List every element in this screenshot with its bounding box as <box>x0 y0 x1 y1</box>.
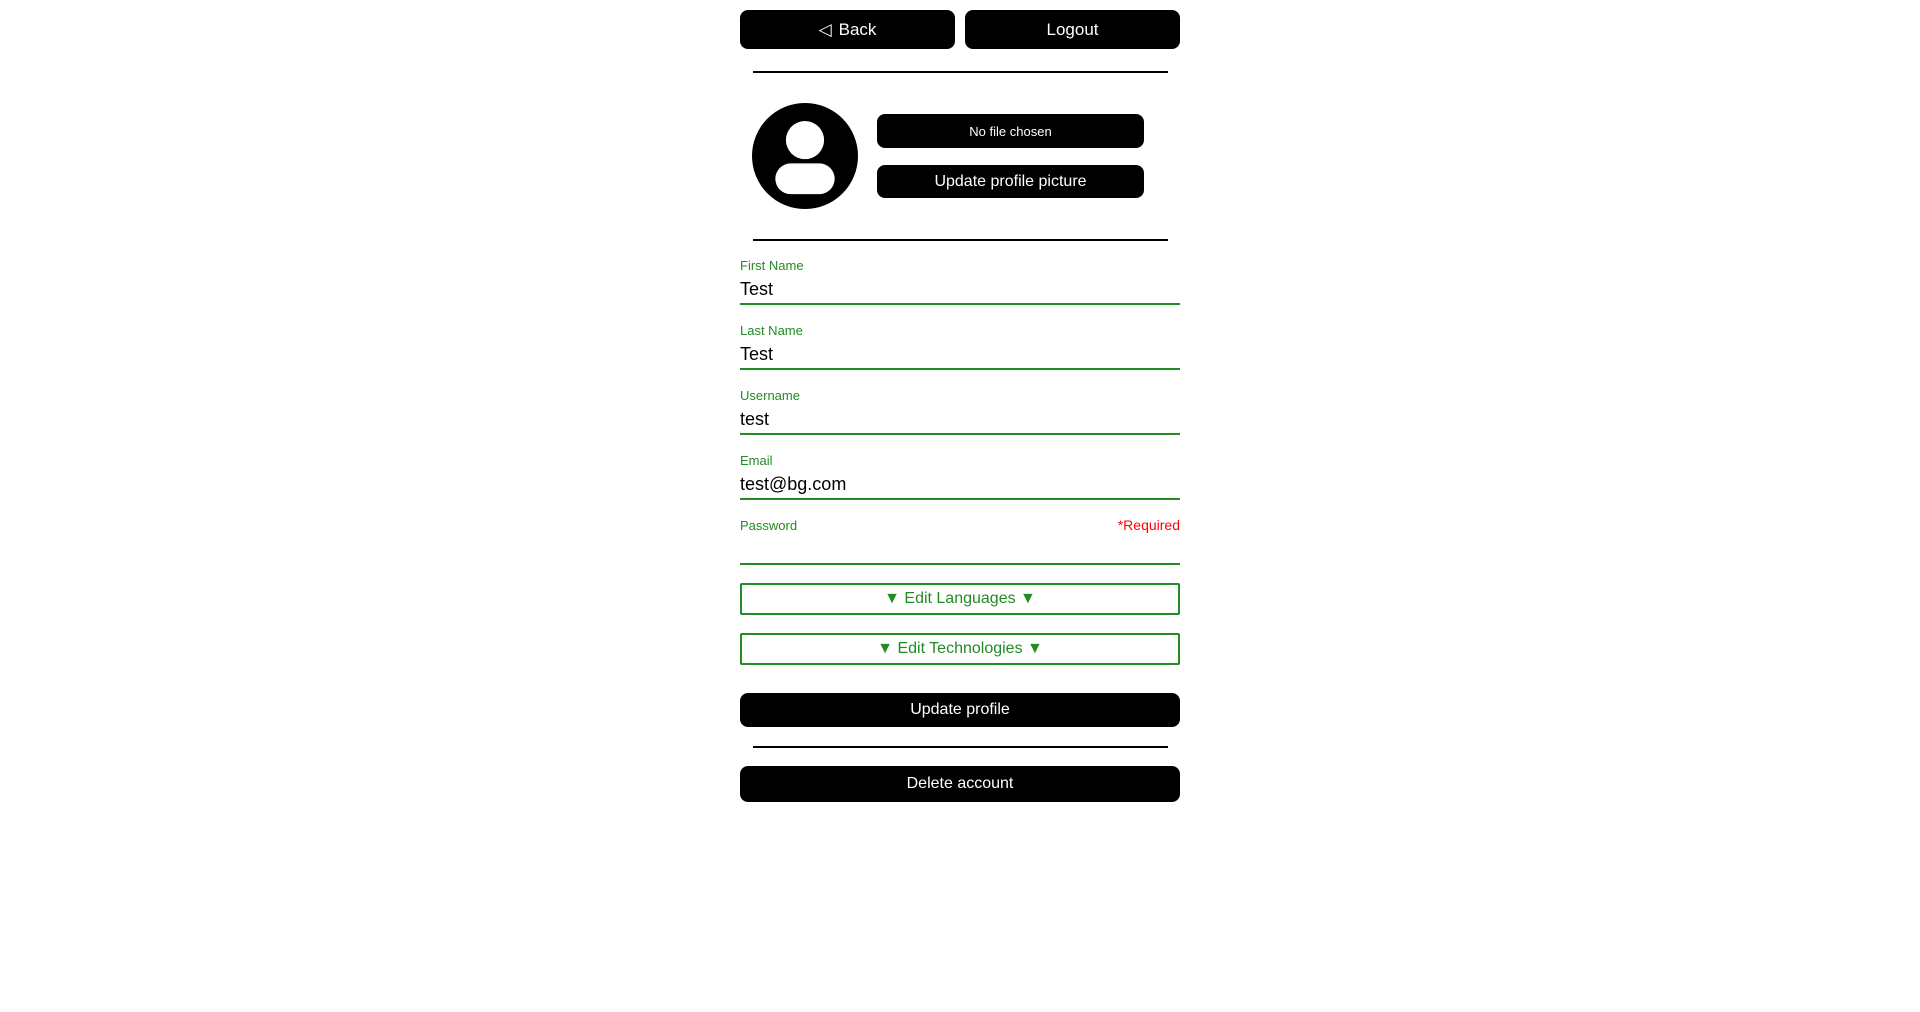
first-name-input[interactable] <box>740 277 1180 305</box>
file-input[interactable] <box>877 114 1144 148</box>
email-input[interactable] <box>740 472 1180 500</box>
profile-picture-section <box>740 103 1180 209</box>
edit-languages-label: ▼ Edit Languages ▼ <box>884 590 1036 607</box>
logout-button-label: Logout <box>1046 19 1099 39</box>
back-button-label: Back <box>838 19 877 39</box>
edit-technologies-button[interactable] <box>740 633 1180 665</box>
email-label: Email <box>740 453 773 468</box>
person-circle-icon <box>752 103 858 209</box>
delete-account-label: Delete account <box>906 775 1014 792</box>
profile-page <box>740 0 1180 802</box>
picture-controls <box>877 114 1144 198</box>
file-input-status: No file chosen <box>969 123 1052 139</box>
username-input[interactable] <box>740 407 1180 435</box>
password-required-note: *Required <box>1117 517 1180 533</box>
top-button-row <box>740 10 1180 49</box>
edit-technologies-label: ▼ Edit Technologies ▼ <box>877 640 1043 657</box>
update-profile-picture-label: Update profile picture <box>934 172 1087 190</box>
divider <box>753 239 1168 241</box>
first-name-label: First Name <box>740 258 804 273</box>
back-button[interactable] <box>740 10 955 49</box>
delete-account-button[interactable] <box>740 766 1180 802</box>
password-field-group <box>740 518 1180 565</box>
password-label: Password <box>740 518 798 533</box>
update-profile-button[interactable] <box>740 693 1180 727</box>
update-profile-label: Update profile <box>910 701 1010 718</box>
update-profile-picture-button[interactable] <box>877 165 1144 198</box>
last-name-field-group <box>740 323 1180 370</box>
divider <box>753 71 1168 73</box>
back-arrow-icon: ◁ <box>818 19 832 39</box>
edit-languages-button[interactable] <box>740 583 1180 615</box>
first-name-field-group <box>740 258 1180 305</box>
profile-form <box>740 258 1180 727</box>
avatar <box>752 103 858 209</box>
email-field-group <box>740 453 1180 500</box>
divider <box>753 746 1168 748</box>
last-name-input[interactable] <box>740 342 1180 370</box>
username-label: Username <box>740 388 800 403</box>
password-input[interactable] <box>740 537 1180 565</box>
last-name-label: Last Name <box>740 323 803 338</box>
logout-button[interactable] <box>965 10 1180 49</box>
username-field-group <box>740 388 1180 435</box>
